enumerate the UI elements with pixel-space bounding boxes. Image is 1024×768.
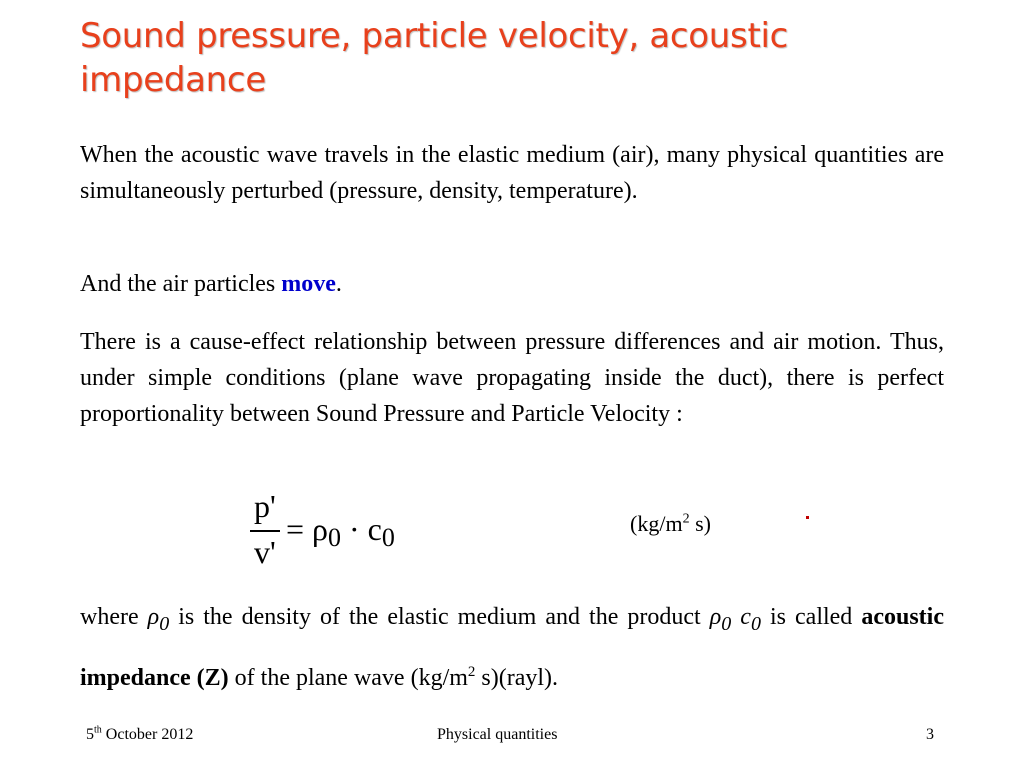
fraction-numerator: p' <box>254 488 276 524</box>
footer-date <box>86 726 193 744</box>
paragraph-impedance-definition <box>80 590 944 705</box>
dot-operator: · <box>349 511 360 547</box>
rho-symbol: ρ <box>312 511 329 547</box>
rho-symbol: ρ <box>147 604 160 630</box>
c-subscript: 0 <box>381 523 395 552</box>
c-symbol: c <box>740 604 751 630</box>
units-exponent: 2 <box>467 663 476 680</box>
rho-subscript: 0 <box>721 612 732 635</box>
paragraph-particles-move <box>80 266 944 302</box>
formula-units <box>630 508 711 540</box>
rho-subscript: 0 <box>159 612 170 635</box>
units-text: (kg/m <box>630 511 683 536</box>
footer-title: Physical quantities <box>437 726 558 743</box>
slide-title: Sound pressure, particle velocity, acoustic impedance <box>80 16 789 100</box>
date-day: 5 <box>86 726 94 743</box>
equals-sign: = <box>286 511 305 547</box>
paragraph-text: of the plane wave (kg/m <box>228 664 468 691</box>
move-emphasis: move <box>281 271 336 297</box>
date-rest: October 2012 <box>101 726 194 743</box>
paragraph-text: where <box>80 604 148 630</box>
decorative-dot <box>806 516 809 519</box>
paragraph-text: . <box>335 271 342 297</box>
acoustic-impedance-term: acoustic impedance (Z) <box>80 604 944 691</box>
paragraph-text: And the air particles <box>80 271 282 297</box>
units-exponent: 2 <box>682 511 690 527</box>
paragraph-text: is the density of the elastic medium and the product <box>169 604 710 630</box>
date-suffix: th <box>94 724 102 736</box>
formula-right-side <box>286 509 395 552</box>
fraction-denominator: v' <box>254 534 276 570</box>
page-number: 3 <box>926 726 934 743</box>
paragraph-cause-effect: There is a cause-effect relationship between pressure differences and air motion. Thus, under simple conditions (plane wave propagating inside the duct), there is perfect proportionality between Sound Pressure and Particle Velocity : <box>80 329 944 427</box>
rho-subscript: 0 <box>328 523 342 552</box>
paragraph-text: is called <box>760 604 862 630</box>
c-symbol: c <box>367 511 382 547</box>
units-text: s) <box>689 511 711 536</box>
rho-symbol: ρ <box>709 604 722 630</box>
c-subscript: 0 <box>750 612 761 635</box>
paragraph-wave-perturbation: When the acoustic wave travels in the elastic medium (air), many physical quantities are simultaneously perturbed (pressure, density, temperature). <box>80 142 944 204</box>
paragraph-text: s)(rayl). <box>475 664 559 691</box>
